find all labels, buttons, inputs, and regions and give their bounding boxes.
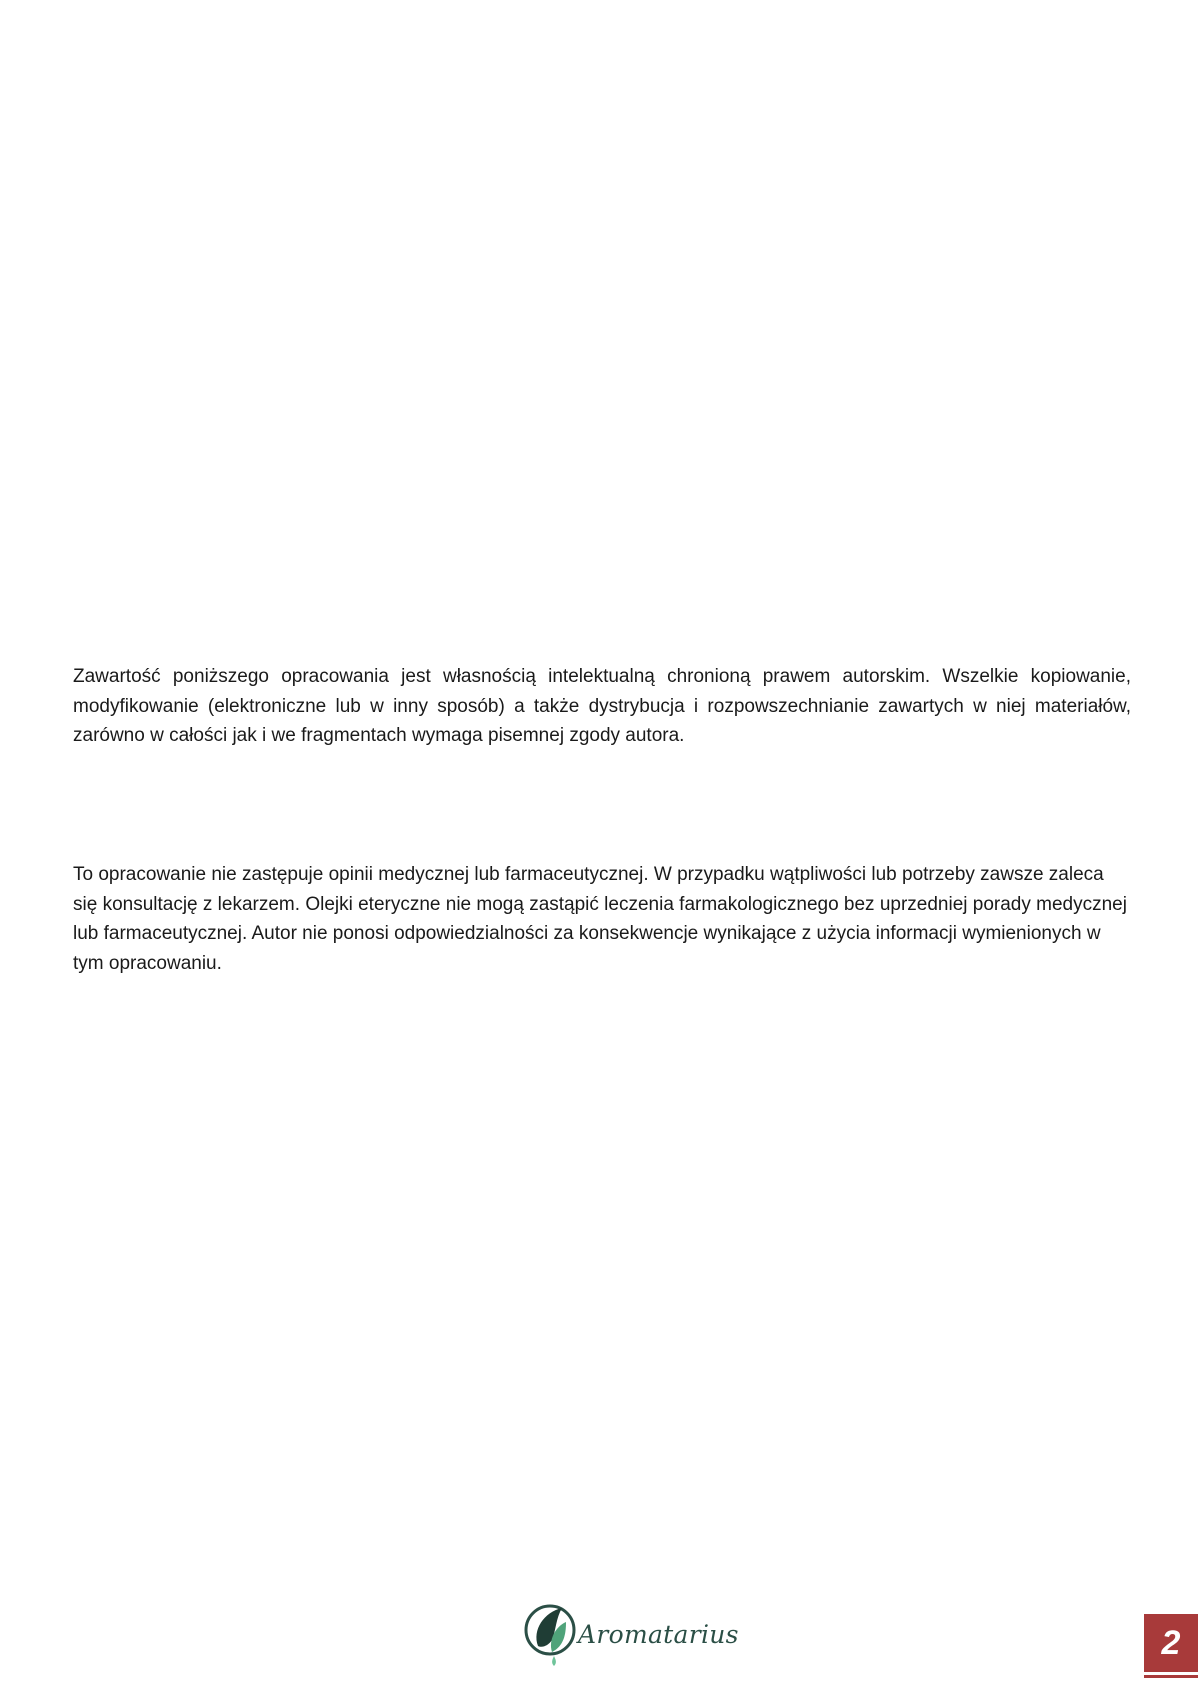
leaf-drop-icon bbox=[522, 1600, 582, 1674]
footer-logo bbox=[522, 1600, 739, 1680]
page-number: 2 bbox=[1161, 1624, 1181, 1662]
medical-disclaimer: To opracowanie nie zastępuje opinii medycznej lub farmaceutycznej. W przypadku wątpliwości lub potrzeby zawsze zaleca się konsultację z lekarzem. Olejki eteryczne nie mogą zastąpić leczenia farmakologicznego bez uprzedniej porady medycznej lub farmaceutycznej. Autor nie ponosi odpowiedzialności za konsekwencje wynikające z użycia informacji wymienionych w tym opracowaniu. bbox=[73, 864, 1127, 974]
copyright-notice: Zawartość poniższego opracowania jest własnością intelektualną chronioną prawem autorskim. Wszelkie kopiowanie, modyfikowanie (elektroniczne lub w inny sposób) a także dystrybucja i rozpowszechnianie zawartych w niej materiałów, zarówno w całości jak i we fragmentach wymaga pisemnej zgody autora. bbox=[73, 666, 1131, 746]
page-number-badge bbox=[1144, 1614, 1198, 1672]
page-number-underline bbox=[1144, 1675, 1198, 1678]
brand-name: Aromatarius bbox=[578, 1620, 739, 1649]
